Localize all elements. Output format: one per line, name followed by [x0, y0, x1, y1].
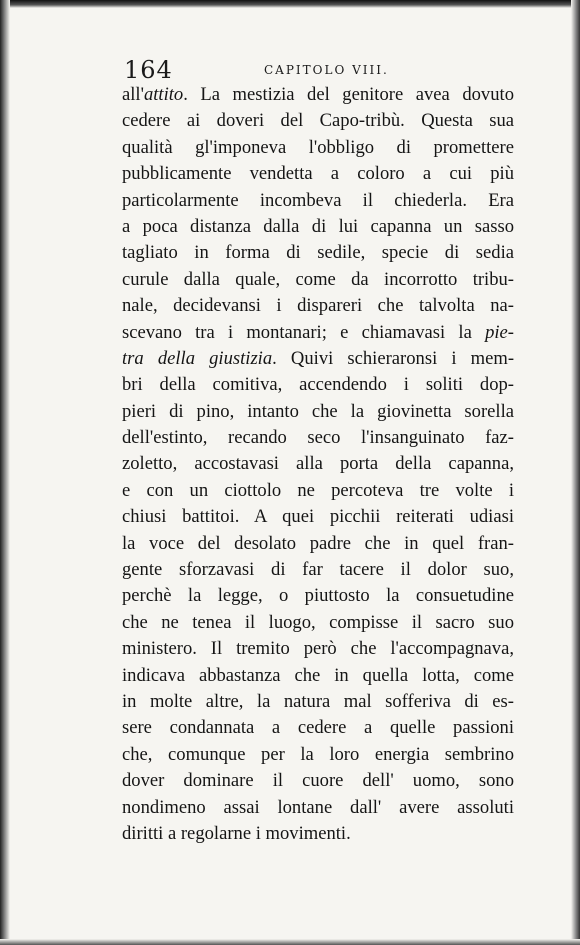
text-line [122, 320, 514, 346]
text-line [122, 557, 514, 583]
running-head: CAPITOLO VIII. [264, 63, 389, 77]
text-line [122, 451, 514, 477]
text-segment: indicava abbastanza che in quella lotta, come [122, 664, 514, 686]
text-segment: sere condannata a cedere a quelle passioni [122, 717, 514, 739]
italic-phrase: attito [143, 84, 184, 105]
text-segment: zoletto, accostavasi alla porta della capanna, [122, 453, 514, 475]
text-segment: all' [122, 84, 144, 105]
text-line [122, 425, 514, 451]
page-edge-right [571, 0, 580, 945]
text-segment: . La mestizia del genitore avea dovuto [183, 84, 514, 105]
text-line [122, 583, 514, 609]
text-segment: diritti a regolarne i movimenti. [122, 822, 351, 844]
text-segment: ministero. Il tremito però che l'accompagnava, [122, 638, 514, 660]
text-line [122, 504, 514, 530]
page-number: 164 [124, 56, 173, 84]
text-segment: in molte altre, la natura mal sofferiva di es- [122, 690, 514, 712]
text-line [122, 108, 514, 134]
page-edge-left [0, 0, 10, 945]
text-line [122, 636, 514, 662]
text-segment: scevano tra i montanari; e chiamavasi la [122, 321, 486, 343]
text-line [122, 742, 514, 768]
text-line [122, 214, 514, 240]
text-segment: nale, decidevansi i dispareri che talvolta na- [122, 295, 514, 317]
text-line [122, 795, 514, 821]
text-segment: particolarmente incombeva il chiederla. Era [122, 189, 514, 211]
text-segment: dover dominare il cuore dell' uomo, sono [122, 770, 514, 792]
body-text [122, 82, 514, 847]
text-segment: dell'estinto, recando seco l'insanguinato faz- [122, 427, 514, 449]
text-segment: che, comunque per la loro energia sembrino [122, 743, 514, 765]
text-line [122, 135, 514, 161]
text-segment: tagliato in forma di sedile, specie di sedia [122, 242, 514, 264]
text-line [122, 267, 514, 293]
text-segment: curule dalla quale, come da incorrotto tribu- [122, 268, 514, 290]
text-line [122, 161, 514, 187]
text-line [122, 610, 514, 636]
text-segment: pieri di pino, intanto che la giovinetta sorella [122, 400, 514, 422]
text-line [122, 715, 514, 741]
text-segment: che ne tenea il luogo, compisse il sacro suo [122, 611, 514, 633]
text-segment: bri della comitiva, accendendo i soliti dop- [122, 374, 514, 396]
text-segment: chiusi battitoi. A quei picchii reiterati udiasi [122, 506, 514, 528]
text-line [122, 293, 514, 319]
text-segment: la voce del desolato padre che in quel fran- [122, 532, 514, 554]
text-line [122, 768, 514, 794]
text-segment: qualità gl'imponeva l'obbligo di promettere [122, 136, 514, 158]
text-line [122, 372, 514, 398]
text-line [122, 346, 514, 372]
italic-phrase: tra della giustizia [122, 347, 273, 369]
italic-phrase: pie- [485, 321, 514, 343]
text-line [122, 399, 514, 425]
text-line [122, 531, 514, 557]
text-segment: cedere ai doveri del Capo-tribù. Questa sua [122, 110, 514, 132]
text-segment: a poca distanza dalla di lui capanna un sasso [122, 215, 514, 237]
text-segment: perchè la legge, o piuttosto la consuetudine [122, 585, 514, 607]
text-line [122, 188, 514, 214]
page-edge-top [0, 0, 580, 8]
text-segment: gente sforzavasi di far tacere il dolor suo, [122, 559, 514, 581]
text-line [122, 663, 514, 689]
page-edge-bottom [0, 939, 580, 945]
text-line [122, 821, 514, 847]
text-line [122, 478, 514, 504]
text-line [122, 689, 514, 715]
text-segment: e con un ciottolo ne percoteva tre volte i [122, 479, 514, 501]
text-segment: nondimeno assai lontane dall' avere assoluti [122, 796, 514, 818]
text-segment: pubblicamente vendetta a coloro a cui più [122, 163, 514, 185]
text-line [122, 240, 514, 266]
text-line [122, 82, 514, 108]
text-segment: . Quivi schieraronsi i mem- [272, 347, 515, 369]
